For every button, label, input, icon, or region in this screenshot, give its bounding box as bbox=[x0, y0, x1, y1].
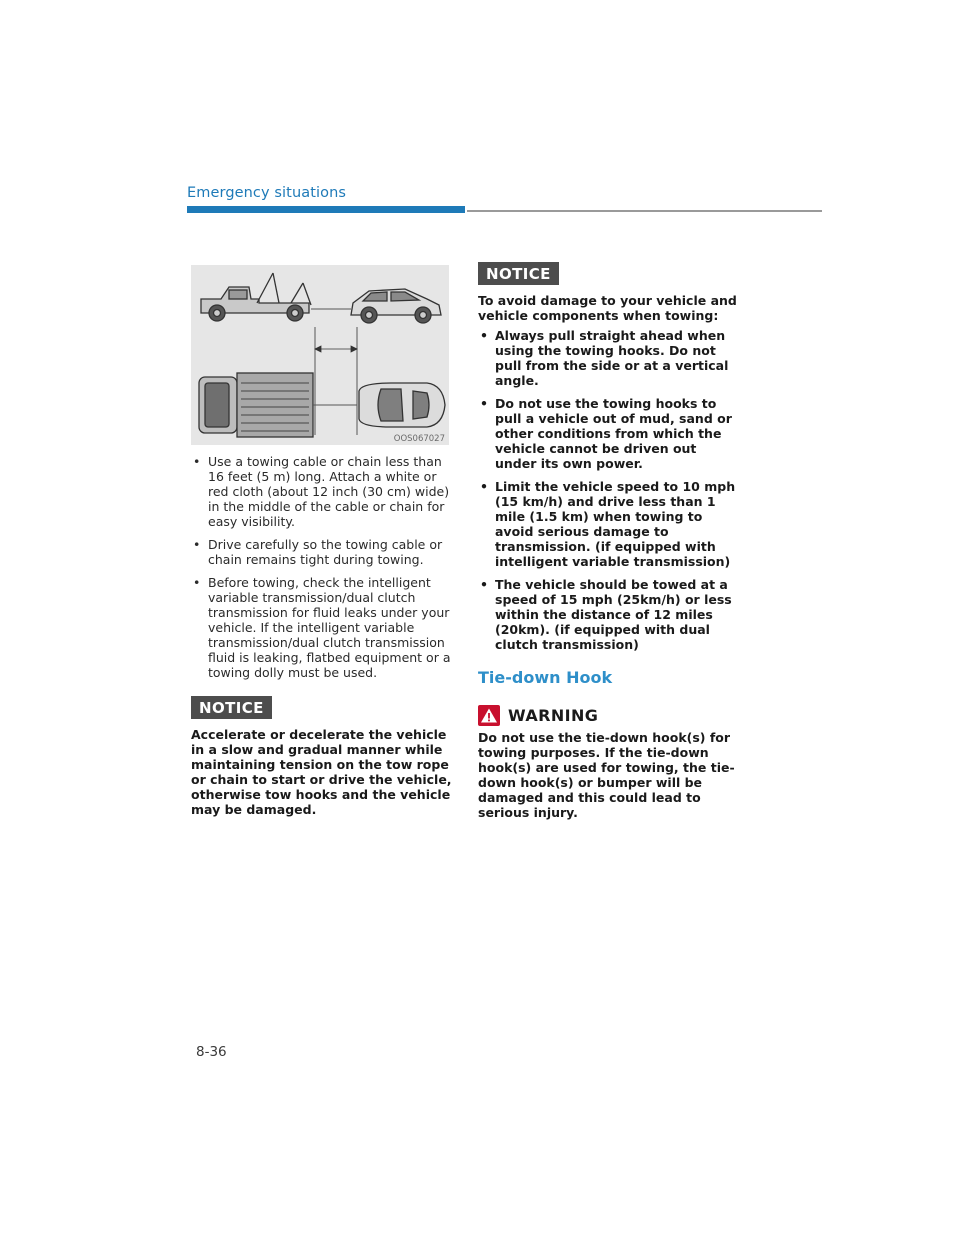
notice-box bbox=[478, 262, 740, 652]
section-title: Emergency situations bbox=[187, 185, 347, 201]
towed-car-side-illustration bbox=[351, 289, 441, 323]
list-item: • Before towing, check the intelligent variable transmission/dual clutch transmission for fluid leaks under your vehicle. If the intelligent variable transmission/dual clutch transmission fluid is leaking, flatbed equipment or a towing dolly must be used. bbox=[191, 575, 453, 680]
header-rule bbox=[467, 210, 822, 212]
towing-diagram bbox=[191, 265, 449, 445]
warning-label: WARNING bbox=[508, 706, 599, 725]
header-rule-accent bbox=[187, 206, 465, 213]
towed-car-top-illustration bbox=[359, 383, 445, 427]
warning-icon bbox=[478, 705, 500, 726]
list-item: • Use a towing cable or chain less than 16 feet (5 m) long. Attach a white or red cloth (about 12 inch (30 cm) wide) in the middle of the cable or chain for easy visibility. bbox=[191, 454, 453, 529]
list-item: • Do not use the towing hooks to pull a vehicle out of mud, sand or other conditions from which the vehicle cannot be driven out under its own power. bbox=[478, 396, 740, 471]
warning-text: Do not use the tie-down hook(s) for towing purposes. If the tie-down hook(s) are used for towing, the tie-down hook(s) or bumper will be damaged and this could lead to serious injury. bbox=[478, 730, 735, 820]
left-column bbox=[191, 454, 453, 817]
notice-badge: NOTICE bbox=[191, 696, 272, 719]
notice-box bbox=[191, 696, 453, 817]
notice-intro: To avoid damage to your vehicle and vehicle components when towing: bbox=[478, 293, 737, 323]
towing-illustration bbox=[191, 265, 449, 445]
figure-code: OOS067027 bbox=[393, 434, 445, 444]
notice-badge: NOTICE bbox=[478, 262, 559, 285]
list-item: • Limit the vehicle speed to 10 mph (15 km/h) and drive less than 1 mile (1.5 km) when towing to avoid serious damage to transmission. (if equipped with intelligent variable transmission) bbox=[478, 479, 740, 569]
towing-instructions-list bbox=[191, 454, 453, 680]
distance-dimension bbox=[315, 327, 357, 435]
list-item: • The vehicle should be towed at a speed of 15 mph (25km/h) or less within the distance of 12 miles (20km). (if equipped with dual clutch transmission) bbox=[478, 577, 740, 652]
list-item: • Drive carefully so the towing cable or chain remains tight during towing. bbox=[191, 537, 453, 567]
tie-down-hook-heading: Tie-down Hook bbox=[478, 668, 613, 687]
right-column bbox=[478, 262, 740, 820]
page-number: 8-36 bbox=[196, 1044, 227, 1060]
notice-list bbox=[478, 328, 740, 652]
warning-header bbox=[478, 705, 740, 726]
list-item: • Always pull straight ahead when using the towing hooks. Do not pull from the side or at a vertical angle. bbox=[478, 328, 740, 388]
tow-truck-top-illustration bbox=[199, 373, 313, 437]
notice-text: Accelerate or decelerate the vehicle in a slow and gradual manner while maintaining tension on the tow rope or chain to start or drive the vehicle, otherwise tow hooks and the vehicle may be damaged. bbox=[191, 727, 452, 817]
tow-truck-side-illustration bbox=[201, 273, 311, 321]
